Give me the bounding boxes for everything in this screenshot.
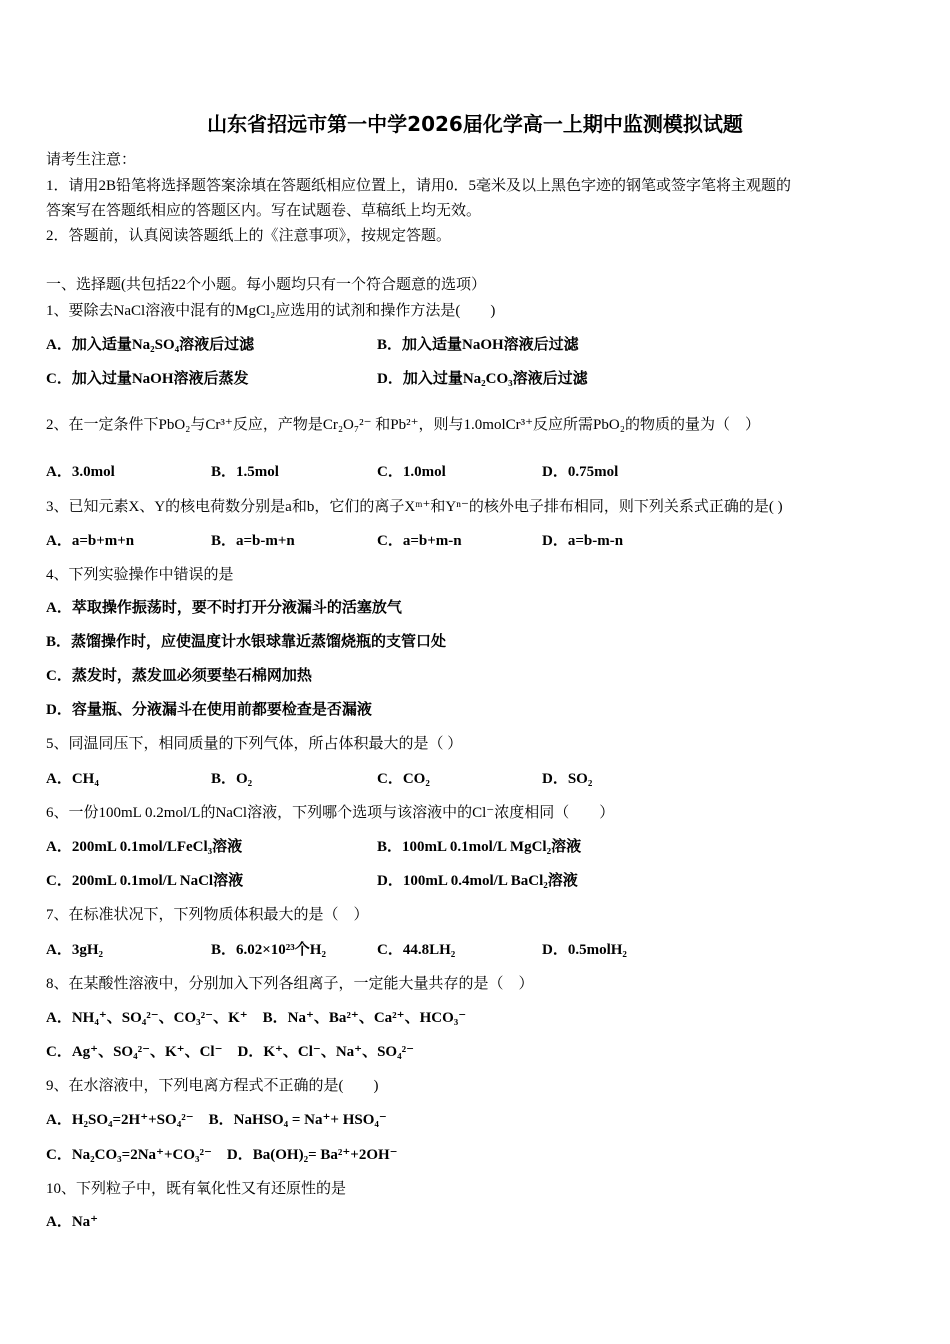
answer-option: A．Na⁺ xyxy=(46,1214,99,1230)
answer-option: D．加入过量Na₂CO₃溶液后过滤 xyxy=(377,371,588,387)
answer-option: D．100mL 0.4mol/L BaCl₂溶液 xyxy=(377,873,578,889)
answer-option: A．NH₄⁺、SO₄²⁻、CO₃²⁻、K⁺ B．Na⁺、Ba²⁺、Ca²⁺、HCO₃⁻ xyxy=(46,1010,467,1026)
notice-item: 2．答题前，认真阅读答题纸上的《注意事项》，按规定答题。 xyxy=(46,228,452,244)
question-stem: 8、在某酸性溶液中，分别加入下列各组离子，一定能大量共存的是（ ） xyxy=(46,976,534,992)
question-stem: 3、已知元素X、Y的核电荷数分别是a和b，它们的离子Xᵐ⁺和Yⁿ⁻的核外电子排布相同，则下列关系式正确的是( ) xyxy=(46,499,783,515)
question-stem: 4、下列实验操作中错误的是 xyxy=(46,567,234,583)
question-stem: 2、在一定条件下PbO₂与Cr³⁺反应，产物是Cr₂O₇²⁻ 和Pb²⁺，则与1.0molCr³⁺反应所需PbO₂的物质的量为（ ） xyxy=(46,417,760,433)
answer-option: B．6.02×10²³个H₂ xyxy=(211,942,326,958)
answer-option: A．CH₄ xyxy=(46,771,99,787)
notice-item: 答案写在答题纸相应的答题区内。写在试题卷、草稿纸上均无效。 xyxy=(46,203,482,219)
question-stem: 5、同温同压下，相同质量的下列气体，所占体积最大的是（ ） xyxy=(46,736,463,752)
answer-option: D．0.5molH₂ xyxy=(542,942,627,958)
answer-option: A．加入适量Na₂SO₄溶液后过滤 xyxy=(46,337,255,353)
answer-option: B．a=b-m+n xyxy=(211,533,295,549)
page-title: 山东省招远市第一中学2026届化学高一上期中监测模拟试题 xyxy=(207,112,743,136)
answer-option: C．CO₂ xyxy=(377,771,430,787)
answer-option: A．H₂SO₄=2H⁺+SO₄²⁻ B．NaHSO₄ = Na⁺+ HSO₄⁻ xyxy=(46,1112,387,1128)
answer-option: B．蒸馏操作时，应使温度计水银球靠近蒸馏烧瓶的支管口处 xyxy=(46,634,447,650)
question-stem: 9、在水溶液中，下列电离方程式不正确的是( ) xyxy=(46,1078,379,1094)
answer-option: C．44.8LH₂ xyxy=(377,942,456,958)
question-stem: 1、要除去NaCl溶液中混有的MgCl₂应选用的试剂和操作方法是( ) xyxy=(46,303,496,319)
answer-option: B．1.5mol xyxy=(211,464,279,480)
answer-option: C．加入过量NaOH溶液后蒸发 xyxy=(46,371,249,387)
question-stem: 7、在标准状况下，下列物质体积最大的是（ ） xyxy=(46,907,369,923)
answer-option: C．Na₂CO₃=2Na⁺+CO₃²⁻ D．Ba(OH)₂= Ba²⁺+2OH⁻ xyxy=(46,1147,398,1163)
answer-option: D．0.75mol xyxy=(542,464,619,480)
notice-heading: 请考生注意： xyxy=(46,152,137,168)
section-heading: 一、选择题(共包括22个小题。每小题均只有一个符合题意的选项） xyxy=(46,277,486,293)
answer-option: C．蒸发时，蒸发皿必须要垫石棉网加热 xyxy=(46,668,312,684)
answer-option: C．200mL 0.1mol/L NaCl溶液 xyxy=(46,873,244,889)
answer-option: D．a=b-m-n xyxy=(542,533,624,549)
question-stem: 6、一份100mL 0.2mol/L的NaCl溶液，下列哪个选项与该溶液中的Cl⁻浓度相同（ ） xyxy=(46,805,615,821)
answer-option: A．3gH₂ xyxy=(46,942,103,958)
answer-option: C．Ag⁺、SO₄²⁻、K⁺、Cl⁻ D．K⁺、Cl⁻、Na⁺、SO₄²⁻ xyxy=(46,1044,415,1060)
answer-option: B．O₂ xyxy=(211,771,253,787)
answer-option: B．100mL 0.1mol/L MgCl₂溶液 xyxy=(377,839,582,855)
answer-option: A．3.0mol xyxy=(46,464,115,480)
notice-item: 1．请用2B铅笔将选择题答案涂填在答题纸相应位置上，请用0．5毫米及以上黑色字迹的钢笔或签字笔将主观题的 xyxy=(46,178,792,194)
question-stem: 10、下列粒子中，既有氧化性又有还原性的是 xyxy=(46,1181,347,1197)
answer-option: C．a=b+m-n xyxy=(377,533,462,549)
answer-option: B．加入适量NaOH溶液后过滤 xyxy=(377,337,579,353)
answer-option: C．1.0mol xyxy=(377,464,446,480)
answer-option: A．200mL 0.1mol/LFeCl₃溶液 xyxy=(46,839,243,855)
answer-option: A．萃取操作振荡时，要不时打开分液漏斗的活塞放气 xyxy=(46,600,402,616)
answer-option: D．容量瓶、分液漏斗在使用前都要检查是否漏液 xyxy=(46,702,372,718)
answer-option: A．a=b+m+n xyxy=(46,533,135,549)
answer-option: D．SO₂ xyxy=(542,771,593,787)
